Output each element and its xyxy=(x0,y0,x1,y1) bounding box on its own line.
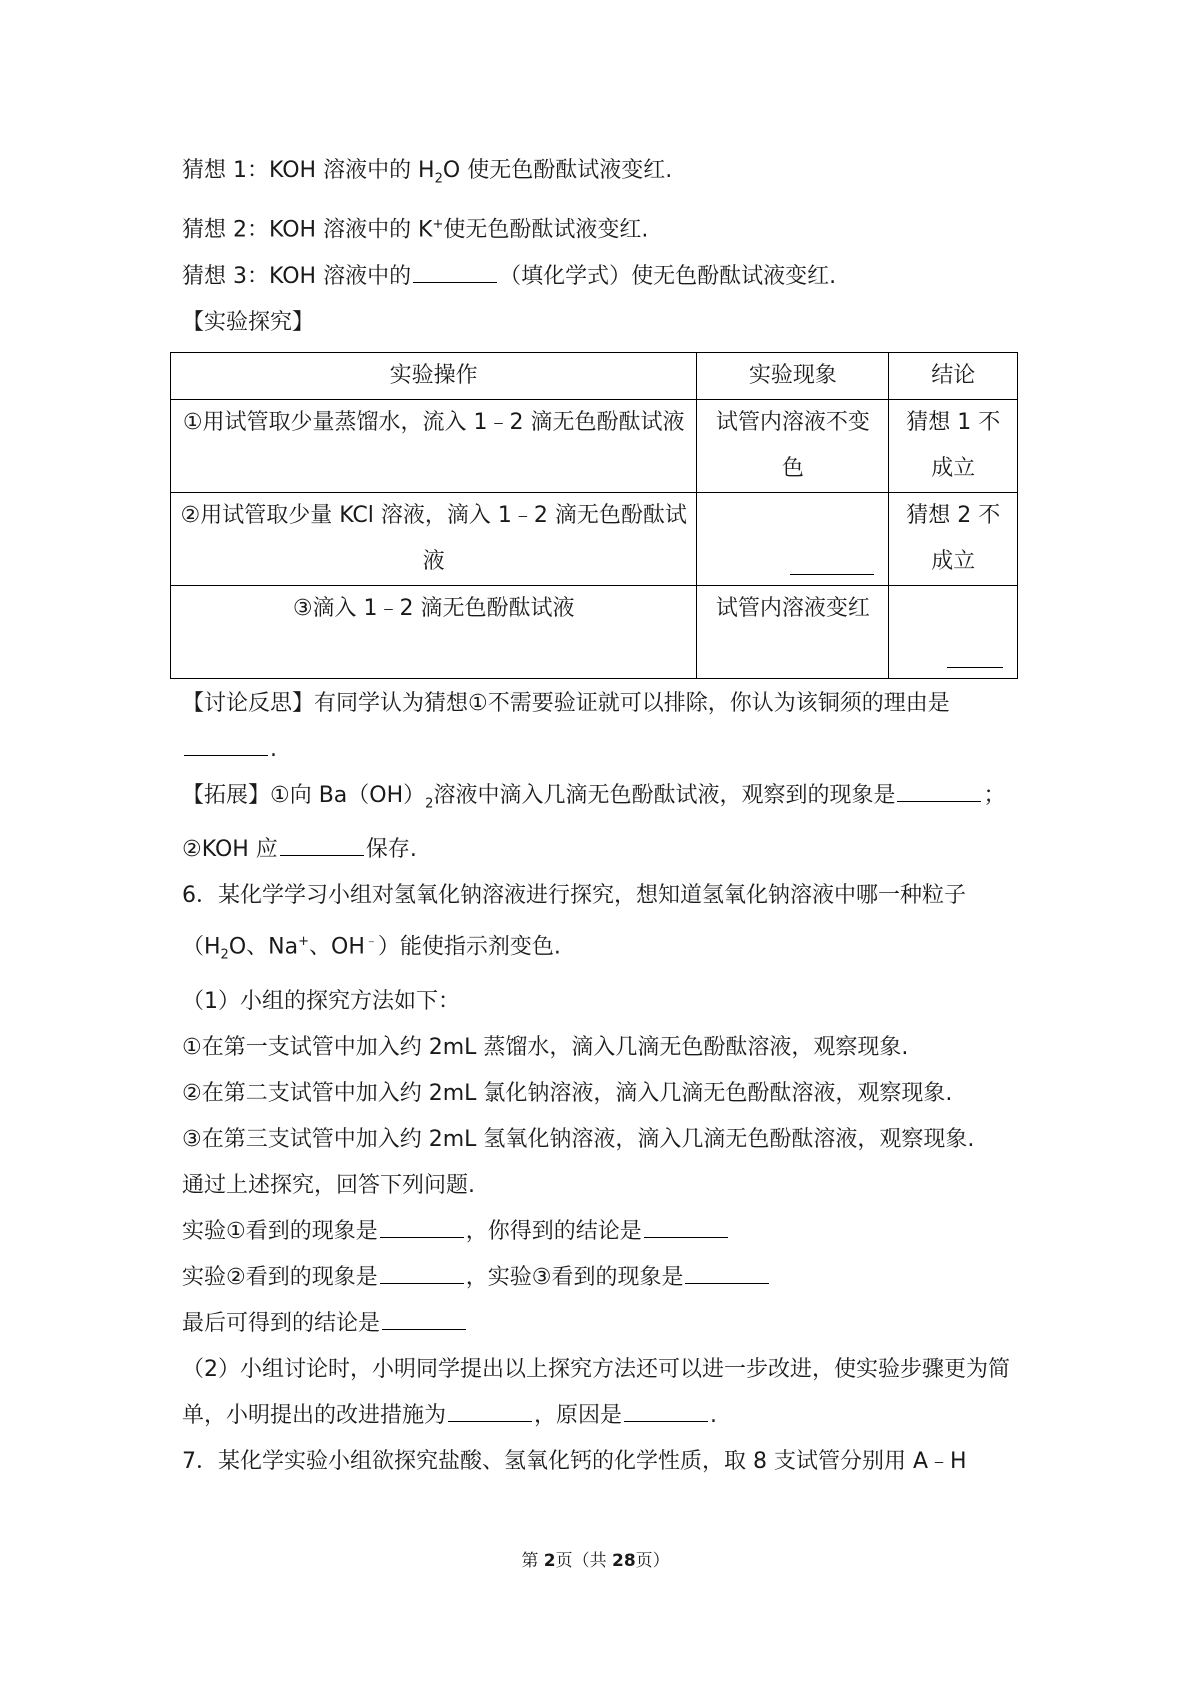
q6-answer-2 xyxy=(182,1255,1022,1301)
extension-1 xyxy=(182,773,1022,827)
q6-part-1: （1）小组的探究方法如下： xyxy=(182,988,460,1014)
q6-through: 通过上述探究，回答下列问题. xyxy=(182,1172,475,1198)
document-body xyxy=(182,148,1022,1485)
table-header-row xyxy=(171,352,1018,399)
subscript: 2 xyxy=(425,796,434,812)
guess-1-text: 猜想 1：KOH 溶液中的 H xyxy=(182,158,435,183)
extension-text: 【拓展】①向 Ba（OH） xyxy=(182,782,426,808)
answer-blank[interactable] xyxy=(184,735,268,756)
q6-step-1: ①在第一支试管中加入约 2mL 蒸馏水，滴入几滴无色酚酞溶液，观察现象. xyxy=(182,1034,909,1060)
cell-conclusion-blank xyxy=(889,585,1018,678)
answer-blank[interactable] xyxy=(644,1217,728,1238)
header-phenomenon: 实验现象 xyxy=(697,352,889,399)
q6-answer-2-text: 实验②看到的现象是 xyxy=(182,1264,378,1290)
q6-step-3: ③在第三支试管中加入约 2mL 氢氧化钠溶液，滴入几滴无色酚酞溶液，观察现象. xyxy=(182,1126,975,1152)
footer-text: 第 xyxy=(521,1551,544,1571)
guess-2-text-end: 使无色酚酞试液变红. xyxy=(443,217,649,243)
answer-blank[interactable] xyxy=(685,1263,769,1284)
q6-part-2-text: （2）小组讨论时，小明同学提出以上探究方法还可以进一步改进，使实验步骤更为简单，小明提出的改进措施为 xyxy=(182,1356,1010,1428)
q6-answer-3-text: 最后可得到的结论是 xyxy=(182,1310,381,1336)
question-7: 7．某化学实验小组欲探究盐酸、氢氧化钙的化学性质，取 8 支试管分别用 A﹣H xyxy=(182,1448,967,1474)
question-6-intro xyxy=(182,873,1022,979)
cell-operation: ①用试管取少量蒸馏水，流入 1﹣2 滴无色酚酞试液 xyxy=(171,399,697,492)
answer-blank[interactable] xyxy=(790,554,874,575)
guess-3-text-end: （填化学式）使无色酚酞试液变红. xyxy=(499,263,837,289)
answer-blank[interactable] xyxy=(624,1401,708,1422)
q6-part-2-end: . xyxy=(710,1402,718,1428)
extension-2 xyxy=(182,827,1022,873)
q6-answer-2-text-b: ，实验③看到的现象是 xyxy=(465,1264,684,1290)
superscript: + xyxy=(432,217,444,233)
guess-1 xyxy=(182,148,1022,202)
q6-answer-1-text: 实验①看到的现象是 xyxy=(182,1218,378,1244)
header-operation: 实验操作 xyxy=(171,352,697,399)
answer-blank[interactable] xyxy=(382,1309,466,1330)
q6-text-b: O、Na xyxy=(228,934,299,960)
extension-2-text: ②KOH 应 xyxy=(182,837,278,863)
discussion xyxy=(182,681,1022,773)
answer-blank[interactable] xyxy=(947,647,1003,668)
q6-step-2: ②在第二支试管中加入约 2mL 氯化钠溶液，滴入几滴无色酚酞溶液，观察现象. xyxy=(182,1080,953,1106)
guess-3-text: 猜想 3：KOH 溶液中的 xyxy=(182,263,412,289)
cell-operation: ②用试管取少量 KCl 溶液，滴入 1﹣2 滴无色酚酞试液 xyxy=(171,492,697,585)
cell-conclusion: 猜想 2 不成立 xyxy=(889,492,1018,585)
answer-blank[interactable] xyxy=(897,781,981,802)
cell-operation: ③滴入 1﹣2 滴无色酚酞试液 xyxy=(171,585,697,678)
guess-2 xyxy=(182,202,1022,253)
header-conclusion: 结论 xyxy=(889,352,1018,399)
page-number: 2 xyxy=(543,1551,556,1571)
extension-end: ； xyxy=(983,782,1006,808)
cell-phenomenon: 试管内溶液变红 xyxy=(697,585,889,678)
q6-answer-1-text-b: ，你得到的结论是 xyxy=(465,1218,642,1244)
q6-text: 6．某化学学习小组对氢氧化钠溶液进行探究，想知道氢氧化钠溶液中哪一种粒子（H xyxy=(182,883,966,960)
page-footer xyxy=(0,1546,1191,1571)
extension-2-end: 保存. xyxy=(365,837,417,863)
table-row xyxy=(171,585,1018,678)
guess-2-text: 猜想 2：KOH 溶液中的 K xyxy=(182,217,433,243)
q6-part-2-text-b: ，原因是 xyxy=(534,1402,623,1428)
q6-part-2 xyxy=(182,1347,1022,1439)
answer-blank[interactable] xyxy=(413,262,497,283)
table-row xyxy=(171,492,1018,585)
cell-phenomenon-blank xyxy=(697,492,889,585)
answer-blank[interactable] xyxy=(280,835,364,856)
q6-text-c: 、OH xyxy=(309,934,365,960)
total-pages: 28 xyxy=(611,1551,636,1571)
discussion-end: . xyxy=(270,736,277,762)
discussion-text: 【讨论反思】有同学认为猜想①不需要验证就可以排除，你认为该铜须的理由是 xyxy=(182,690,950,716)
superscript: ﹣ xyxy=(364,934,378,950)
q6-text-d: ）能使指示剂变色. xyxy=(377,934,561,960)
subscript: 2 xyxy=(434,171,443,187)
footer-text-b: 页（共 xyxy=(555,1551,612,1571)
answer-blank[interactable] xyxy=(380,1217,464,1238)
superscript: + xyxy=(298,934,309,950)
section-heading-explore: 【实验探究】 xyxy=(182,309,315,335)
answer-blank[interactable] xyxy=(448,1401,532,1422)
cell-conclusion: 猜想 1 不成立 xyxy=(889,399,1018,492)
guess-1-text-end: O 使无色酚酞试液变红. xyxy=(442,158,673,183)
experiment-table xyxy=(170,352,1018,679)
footer-text-c: 页） xyxy=(635,1551,670,1571)
q6-answer-1 xyxy=(182,1209,1022,1255)
q6-answer-3 xyxy=(182,1301,1022,1347)
table-row xyxy=(171,399,1018,492)
guess-3 xyxy=(182,254,1022,300)
extension-text-b: 溶液中滴入几滴无色酚酞试液，观察到的现象是 xyxy=(433,782,896,808)
subscript: 2 xyxy=(220,947,229,963)
answer-blank[interactable] xyxy=(380,1263,464,1284)
cell-phenomenon: 试管内溶液不变色 xyxy=(697,399,889,492)
